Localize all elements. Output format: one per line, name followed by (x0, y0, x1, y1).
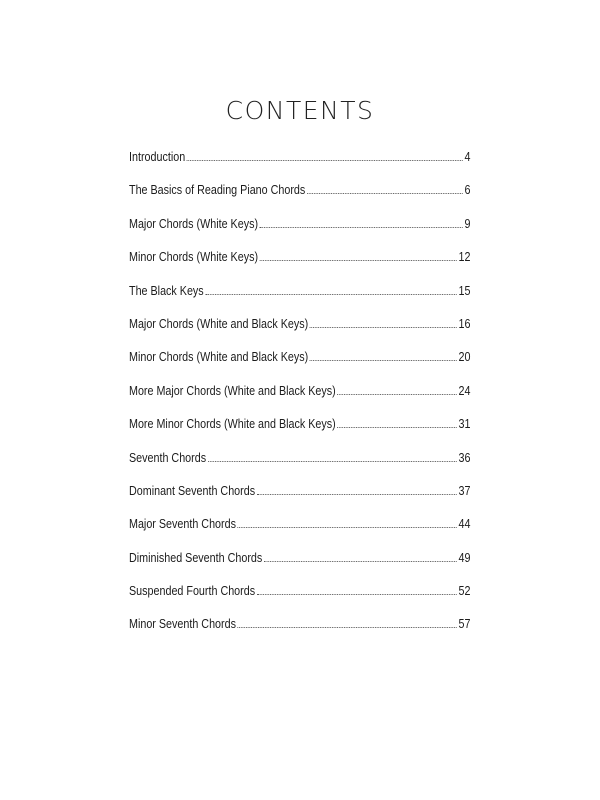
toc-entry-page: 37 (458, 483, 471, 498)
toc-entry-page: 20 (458, 350, 471, 365)
toc-entry-page: 9 (464, 216, 471, 231)
toc-dot-leader (337, 427, 456, 428)
toc-entry (129, 551, 470, 584)
toc-dot-leader (205, 294, 456, 295)
toc-entry-label: Major Chords (White Keys) (129, 216, 259, 231)
toc-entry (129, 484, 470, 517)
toc-entry-page: 4 (464, 150, 471, 164)
table-of-contents (129, 150, 471, 651)
toc-dot-leader (187, 160, 463, 161)
toc-entry-page: 24 (458, 383, 471, 398)
toc-dot-leader (307, 193, 463, 194)
page-title: CONTENTS (225, 96, 375, 125)
toc-entry (129, 417, 470, 450)
toc-entry-label: Minor Seventh Chords (129, 617, 236, 632)
toc-entry (129, 584, 470, 617)
toc-entry-page: 31 (458, 417, 471, 432)
toc-entry (129, 451, 470, 484)
toc-entry (129, 517, 470, 550)
toc-dot-leader (238, 527, 457, 528)
toc-dot-leader (257, 594, 457, 595)
toc-entry-page: 15 (458, 283, 471, 298)
toc-entry-page: 44 (458, 517, 471, 532)
toc-dot-leader (310, 360, 457, 361)
toc-entry-label: Minor Chords (White Keys) (129, 250, 259, 265)
toc-entry (129, 384, 470, 417)
toc-entry (129, 150, 470, 183)
toc-dot-leader (260, 260, 457, 261)
toc-entry-label: Seventh Chords (129, 450, 207, 465)
toc-entry-label: Diminished Seventh Chords (129, 550, 263, 565)
toc-dot-leader (337, 394, 456, 395)
toc-entry-label: Dominant Seventh Chords (129, 483, 256, 498)
toc-entry (129, 284, 470, 317)
toc-entry-page: 36 (458, 450, 471, 465)
toc-entry-page: 49 (458, 550, 471, 565)
toc-entry-label: More Major Chords (White and Black Keys) (129, 383, 336, 398)
toc-entry (129, 317, 470, 350)
toc-entry-label: The Black Keys (129, 283, 204, 298)
toc-entry-page: 6 (464, 183, 471, 198)
toc-entry (129, 217, 470, 250)
toc-entry-label: More Minor Chords (White and Black Keys) (129, 417, 336, 432)
toc-entry-label: The Basics of Reading Piano Chords (129, 183, 306, 198)
toc-entry-label: Major Seventh Chords (129, 517, 236, 532)
toc-entry (129, 617, 470, 650)
toc-entry (129, 183, 470, 216)
toc-entry-label: Minor Chords (White and Black Keys) (129, 350, 309, 365)
toc-entry (129, 350, 470, 383)
toc-dot-leader (238, 627, 457, 628)
toc-entry-label: Suspended Fourth Chords (129, 584, 256, 599)
toc-entry-label: Introduction (129, 150, 186, 164)
toc-entry-label: Major Chords (White and Black Keys) (129, 316, 309, 331)
toc-entry-page: 52 (458, 584, 471, 599)
toc-dot-leader (208, 461, 457, 462)
toc-dot-leader (310, 327, 457, 328)
toc-entry-page: 12 (458, 250, 471, 265)
toc-dot-leader (260, 227, 463, 228)
toc-entry (129, 250, 470, 283)
toc-dot-leader (264, 561, 457, 562)
toc-dot-leader (257, 494, 457, 495)
toc-entry-page: 16 (458, 316, 471, 331)
toc-entry-page: 57 (458, 617, 471, 632)
